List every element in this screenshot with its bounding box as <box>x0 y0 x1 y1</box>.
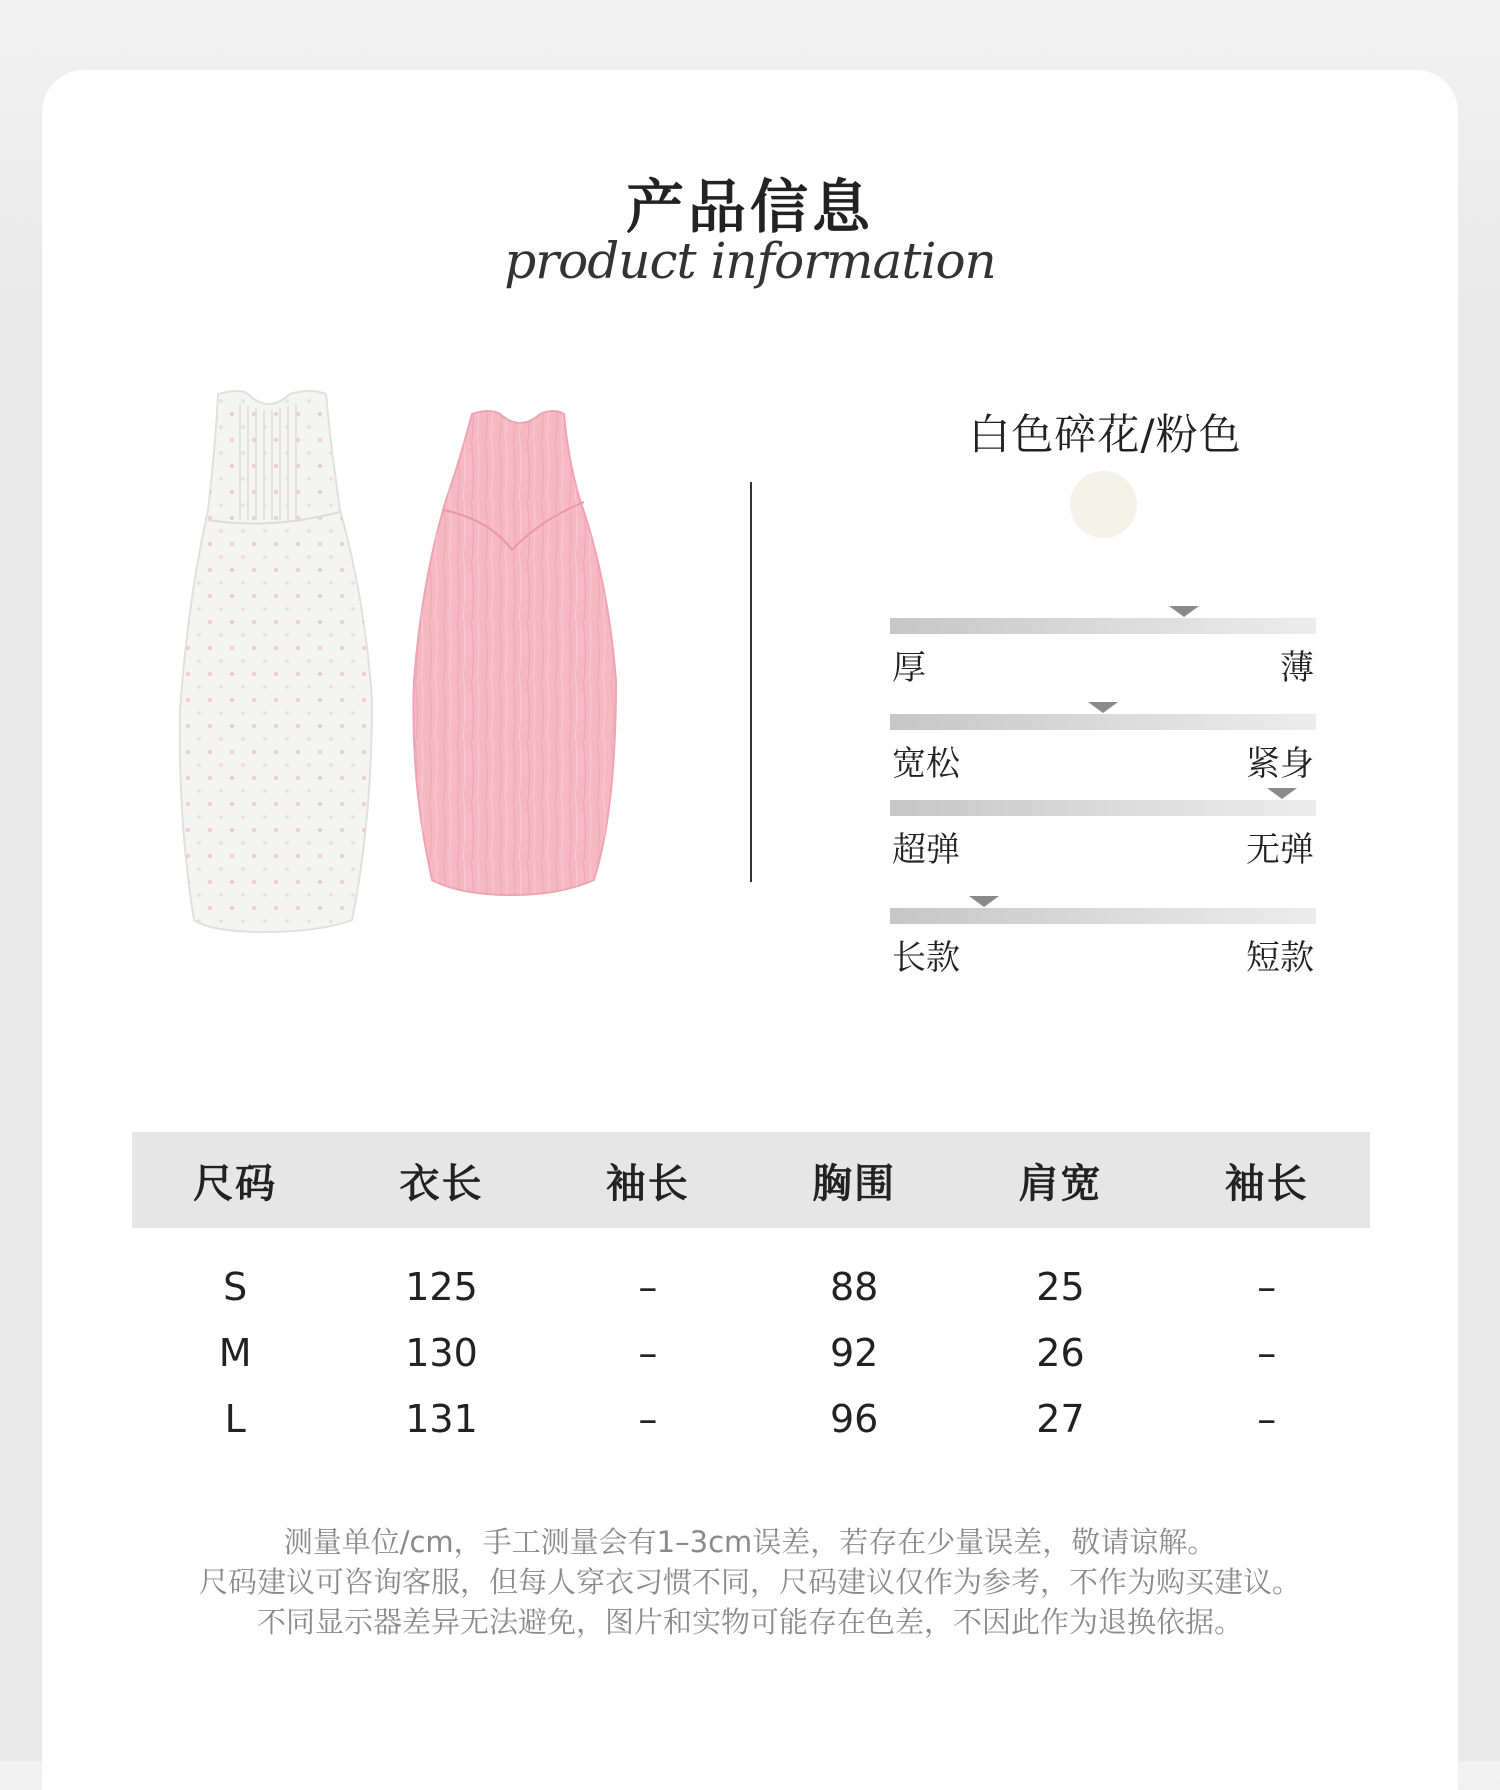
note-line: 不同显示器差异无法避免，图片和实物可能存在色差，不因此作为退换依据。 <box>256 1605 1243 1639</box>
cell: 125 <box>405 1265 478 1309</box>
cell: – <box>1257 1331 1277 1375</box>
header-bust: 胸围 <box>812 1160 897 1207</box>
scale-label-left: 长款 <box>892 938 960 978</box>
header-sleeve-2: 袖长 <box>1224 1160 1309 1207</box>
color-name: 白色碎花/粉色 <box>968 410 1242 459</box>
page-title: 产品信息 <box>625 173 874 241</box>
cell: M <box>218 1331 252 1375</box>
header-sleeve: 袖长 <box>605 1160 690 1207</box>
header-size: 尺码 <box>193 1160 278 1207</box>
scale-label-right: 薄 <box>1280 648 1314 688</box>
cell: S <box>223 1265 248 1309</box>
scale-bar <box>890 800 1316 816</box>
cell: – <box>1257 1397 1277 1441</box>
page-subtitle: product information <box>504 232 996 290</box>
cell: 96 <box>829 1397 879 1441</box>
scale-bar <box>890 618 1316 634</box>
cell: 27 <box>1036 1397 1085 1441</box>
cell: – <box>638 1397 658 1441</box>
cell: – <box>638 1265 658 1309</box>
scale-marker <box>1169 606 1199 617</box>
white-dress <box>180 391 372 932</box>
table-row <box>132 1320 1370 1386</box>
cell: 26 <box>1036 1331 1085 1375</box>
cell: 25 <box>1036 1265 1085 1309</box>
scale-label-left: 超弹 <box>892 830 960 870</box>
table-row <box>132 1386 1370 1452</box>
cell: – <box>638 1331 658 1375</box>
scale-bar <box>890 714 1316 730</box>
product-photo <box>160 380 660 1020</box>
dress-illustration <box>160 380 660 1020</box>
note-line: 测量单位/cm，手工测量会有1–3cm误差，若存在少量误差，敬请谅解。 <box>283 1525 1217 1559</box>
scale-marker <box>1267 788 1297 799</box>
size-table-header <box>132 1132 1370 1228</box>
scale-bar <box>890 908 1316 924</box>
cell: 131 <box>405 1397 478 1441</box>
cell: L <box>224 1397 246 1441</box>
cell: 88 <box>829 1265 879 1309</box>
cell: 130 <box>405 1331 478 1375</box>
header-length: 衣长 <box>399 1160 484 1207</box>
table-row <box>132 1254 1370 1320</box>
color-swatch[interactable] <box>1070 471 1137 538</box>
cell: 92 <box>829 1331 879 1375</box>
scale-label-left: 宽松 <box>892 744 960 784</box>
pink-dress <box>413 411 616 895</box>
size-table <box>132 1132 1370 1452</box>
cell: – <box>1257 1265 1277 1309</box>
note-line: 尺码建议可咨询客服，但每人穿衣习惯不同，尺码建议仅作为参考，不作为购买建议。 <box>198 1565 1301 1599</box>
scale-label-right: 紧身 <box>1246 744 1314 784</box>
scale-marker <box>1088 702 1118 713</box>
scale-label-right: 无弹 <box>1246 830 1314 870</box>
scale-label-right: 短款 <box>1246 938 1314 978</box>
scale-marker <box>969 896 999 907</box>
vertical-divider <box>750 482 752 882</box>
header-shoulder: 肩宽 <box>1018 1160 1103 1207</box>
notes <box>0 1522 1500 1642</box>
scale-label-left: 厚 <box>892 648 926 688</box>
